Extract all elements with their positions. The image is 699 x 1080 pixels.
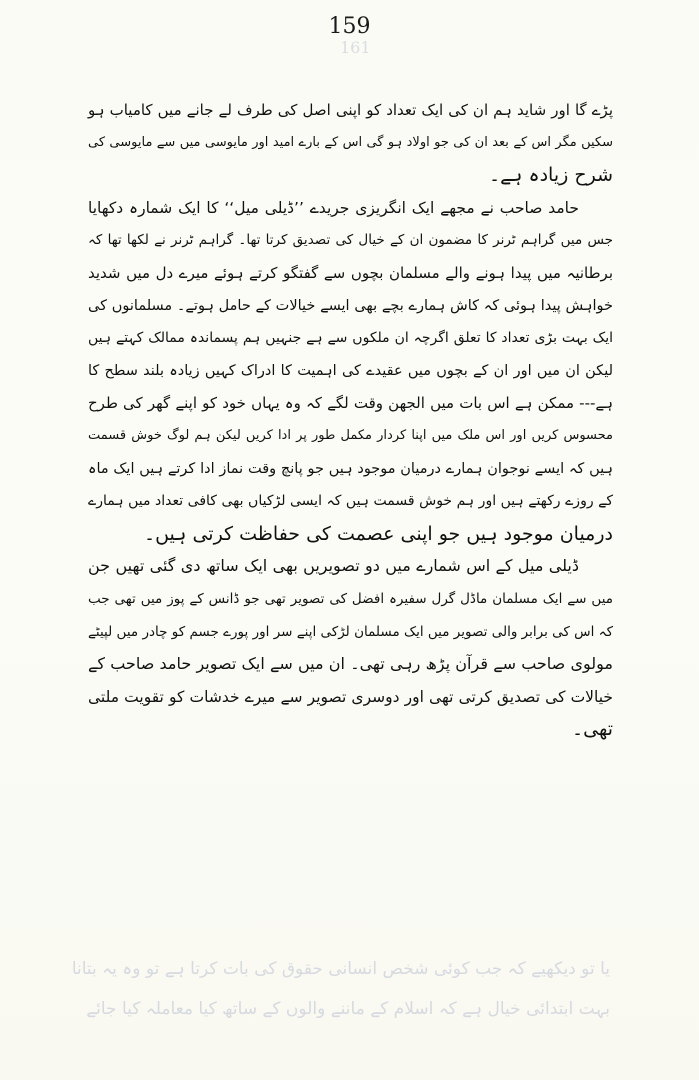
text-line: ایک بہت بڑی تعداد کا تعلق اگرچہ ان ملکوں سے ہے جنہیں ہم پسماندہ ممالک کہتے ہیں (88, 330, 613, 347)
text-line: تھی۔ (571, 718, 613, 741)
text-line: کے روزے رکھتے ہیں اور ہم خوش قسمت ہیں کہ ایسی لڑکیاں بھی کافی تعداد میں ہمارے (88, 493, 613, 510)
text-line: محسوس کریں اور اس ملک میں اپنا کردار مکمل طور پر ادا کریں لیکن ہم لوگ خوش قسمت (88, 427, 613, 443)
text-line: ہے--- ممکن ہے اس بات میں الجھن وقت لگے کہ وہ یہاں خود کو اپنے گھر کی طرح (88, 394, 613, 413)
text-line: ہیں کہ ایسے نوجوان ہمارے درمیان موجود ہیں جو پانچ وقت نماز ادا کرتے ہیں ایک ماہ (88, 460, 613, 477)
paragraph-start-line: حامد صاحب نے مجھے ایک انگریزی جریدے ’’ڈیلی میل‘‘ کا ایک شمارہ دکھایا (88, 198, 579, 217)
bleed-through-line: یا تو دیکھیے کہ جب کوئی شخص انسانی حقوق کی بات کرتا ہے تو وہ یہ بتانا (71, 959, 610, 979)
text-line: جس میں گراہم ٹرنر کا مضمون ان کے خیال کی تصدیق کرتا تھا۔ گراہم ٹرنر نے لکھا تھا کہ (88, 232, 613, 249)
text-line: پڑے گا اور شاید ہم ان کی ایک تعداد کو اپنی اصل کی طرف لے جانے میں کامیاب ہو (88, 101, 613, 119)
text-line: سکیں مگر اس کے بعد ان کی جو اولاد ہو گی اس کے بارے امید اور مایوسی میں سے مایوسی کی (88, 134, 613, 150)
text-line: شرح زیادہ ہے۔ (489, 164, 613, 187)
page-number: 159 (328, 14, 371, 39)
text-line: مولوی صاحب سے قرآن پڑھ رہی تھی۔ ان میں سے ایک تصویر حامد صاحب کے (88, 654, 613, 674)
text-line: کہ اس کی برابر والی تصویر میں ایک مسلمان لڑکی اپنے سر اور پورے جسم کو چادر میں لپیٹے (88, 623, 613, 640)
paragraph-start-line: ڈیلی میل کے اس شمارے میں دو تصویریں بھی ایک ساتھ دی گئی تھیں جن (88, 556, 579, 576)
text-line: برطانیہ میں پیدا ہونے والے مسلمان بچوں سے گفتگو کرتے ہوئے میرے دل میں شدید (88, 263, 613, 282)
text-line: میں سے ایک مسلمان ماڈل گرل سفیرہ افضل کی تصویر تھی جو ڈانس کے پوز میں تھی جب (88, 590, 613, 607)
bleed-through-page-number: 161 (340, 38, 371, 57)
body-text (88, 94, 613, 746)
bleed-through-line: بہت ابتدائی خیال ہے کہ اسلام کے ماننے والوں کے ساتھ کیا معاملہ کیا جائے (86, 999, 610, 1019)
text-line: درمیان موجود ہیں جو اپنی عصمت کی حفاظت کرتی ہیں۔ (143, 522, 613, 545)
text-line: خیالات کی تصدیق کرتی تھی اور دوسری تصویر سے میرے خدشات کو تقویت ملتی (88, 687, 613, 706)
text-line: خواہش پیدا ہوئی کہ کاش ہمارے بچے بھی ایسے خیالات کے حامل ہوتے۔ مسلمانوں کی (88, 297, 613, 314)
text-line: لیکن ان میں اور ان کے بچوں میں عقیدے کی اہمیت کا ادراک کہیں زیادہ بلند سطح کا (88, 362, 613, 379)
